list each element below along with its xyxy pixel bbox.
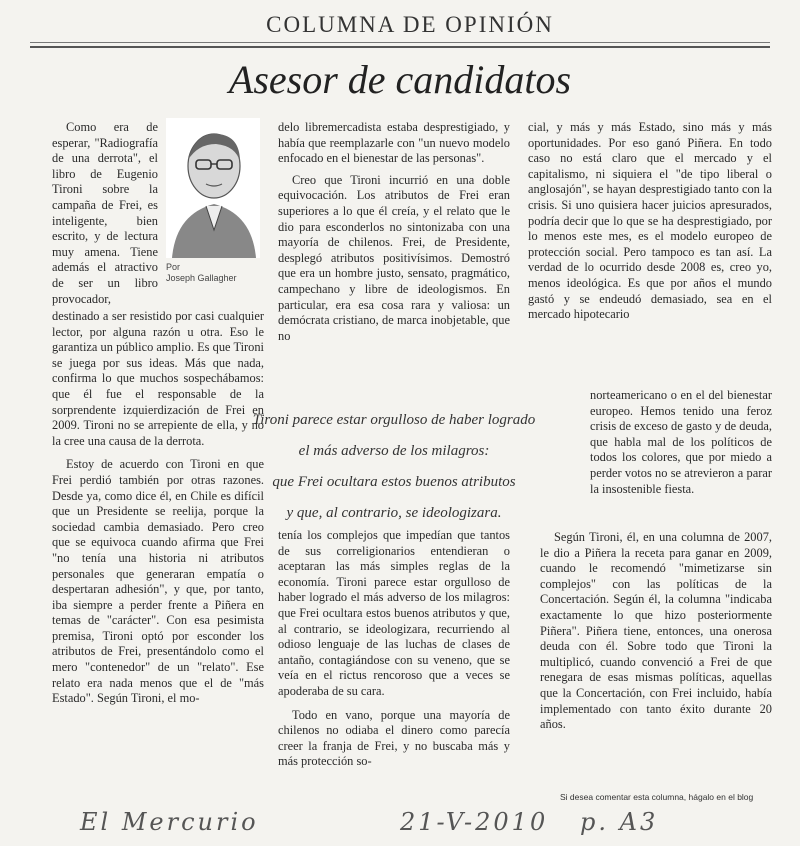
blog-footnote: Si desea comentar esta columna, hágalo en el blog bbox=[560, 792, 754, 802]
article-headline: Asesor de candidatos bbox=[228, 57, 572, 102]
column-2-bottom bbox=[278, 528, 510, 770]
handwritten-page: p. A3 bbox=[580, 808, 659, 836]
paragraph: Como era de esperar, "Radiografía de una derrota", el libro de Eugenio Tironi sobre la campaña de Frei, es inteligente, bien escrito, y de lectura muy amena. Tiene además el atractivo de ser un libro provocador, bbox=[52, 120, 158, 306]
pull-quote: Tironi parece estar orgulloso de haber logrado el más adverso de los milagros: que Frei ocultara estos buenos atributos y que, al contrario, se ideologizara. bbox=[252, 412, 536, 521]
paragraph: destinado a ser resistido por casi cualquier lector, por alguna razón u otra. Eso le garantiza un público amplio. Es que Tironi se juega por sus ideas. Más que nada, confirma lo que muchos sospechábamos: que él fue el responsable de la sorprendente izquierdización de Frei en 2009. Tironi no se arrepiente de ella, y no la cree una causa de la derrota. bbox=[52, 309, 264, 448]
paragraph: Según Tironi, él, en una columna de 2007, le dio a Piñera la receta para ganar en 2009, cuando le recomendó "mimetizarse sin complejos" con las políticas de la Concertación. Según él, la columna "indicaba exactamente lo que hizo posteriormente Piñera". Piñera tiene, entonces, una onerosa deuda con él. Sobre todo que Tironi la multiplicó, cuando convenció a Frei de que renegara de esas mismas políticas, aquellas que la Concertación, con Frei incluido, había implementado con tanto éxito durante 20 años. bbox=[540, 530, 772, 732]
handwritten-source: El Mercurio bbox=[80, 808, 259, 836]
paragraph: cial, y más y más Estado, sino más y más oportunidades. Por eso ganó Piñera. En todo caso no está claro que el mercado y el capitalismo, ni siquiera el "de tipo liberal o anglosajón", se hayan desprestigiado tanto con la crisis. Si uno quisiera hacer juicios apresurados, podría decir que lo que se ha desprestigiado, por lo menos este mes, es el modelo europeo de protección social. Pero tampoco es tan así. La verdad de lo ocurrido desde 2008 es, creo yo, menos ideológica. Es que por años el mundo gastó y se endeudó demasiado, sea en el mercado hipotecario bbox=[528, 120, 772, 322]
column-1-top bbox=[52, 120, 158, 307]
column-2-top bbox=[278, 120, 510, 344]
author-portrait-icon bbox=[166, 118, 260, 258]
column-3-bottom bbox=[540, 530, 772, 733]
handwritten-date: 21-V-2010 bbox=[400, 808, 549, 836]
paragraph: Estoy de acuerdo con Tironi en que Frei perdió también por otras razones. Desde ya, como dice él, en Chile es difícil que un Presidente se reelija, porque la sociedad cambia demasiado. Pero creo que se equivoca cuando afirma que Frei "no tenía una historia ni atributos personales que generaran empatía o despertaran adhesión", y que, por tanto, iba siempre a perder frente a Piñera en temas de "carácter". Con esa pesimista premisa, Tironi optó por esconder los atributos de Frei, presentándolo como el mero "contenedor" de un "relato". Ese relato era nada menos que el de "más Estado". Según Tironi, el mo- bbox=[52, 457, 264, 706]
header-rule-bottom bbox=[30, 46, 770, 48]
author-credit: Por Joseph Gallagher bbox=[166, 262, 237, 283]
section-header: COLUMNA DE OPINIÓN bbox=[266, 12, 554, 37]
paragraph: norteamericano o en el del bienestar europeo. Hemos tenido una feroz crisis de exceso de gasto y de deuda, que habla mal de los políticos de todos los colores, que por miedo a perder votos no se atrevieron a parar la insostenible fiesta. bbox=[590, 388, 772, 496]
column-3-top bbox=[528, 120, 772, 323]
paragraph: tenía los complejos que impedían que tantos de sus correligionarios entendieran o aceptaran las más simples reglas de la economía. Tironi parece estar orgulloso de haber logrado el más adverso de los milagros: que Frei ocultara estos buenos atributos y que, al contrario, se ideologizara, recurriendo al odioso lenguaje de las luchas de clases de antaño, contagiándose con su veneno, que se veía en el rictus rencoroso que a veces se apoderaba de su cara. bbox=[278, 528, 510, 698]
paragraph: delo libremercadista estaba desprestigiado, y había que reemplazarle con "un nuevo modelo enfocado en el bienestar de las personas". bbox=[278, 120, 510, 166]
paragraph: Todo en vano, porque una mayoría de chilenos no odiaba el dinero como parecía creer la franja de Frei, y no buscaba más y más protección so- bbox=[278, 707, 510, 769]
header-rule-top bbox=[30, 42, 770, 43]
author-photo bbox=[166, 118, 260, 258]
column-3-mid bbox=[590, 388, 772, 497]
paragraph: Creo que Tironi incurrió en una doble equivocación. Los atributos de Frei eran superiores a lo que él creía, y el relato que le dio para esconderlos no sintonizaba con una mayoría de chilenos. Frei, de Presidente, desplegó atributos positivísimos. Demostró que era un hombre justo, sensato, pragmático, campechano y libre de ideologismos. En particular, era esa cosa rara y valiosa: un demócrata cristiano, de marca inobjetable, que no bbox=[278, 172, 510, 343]
